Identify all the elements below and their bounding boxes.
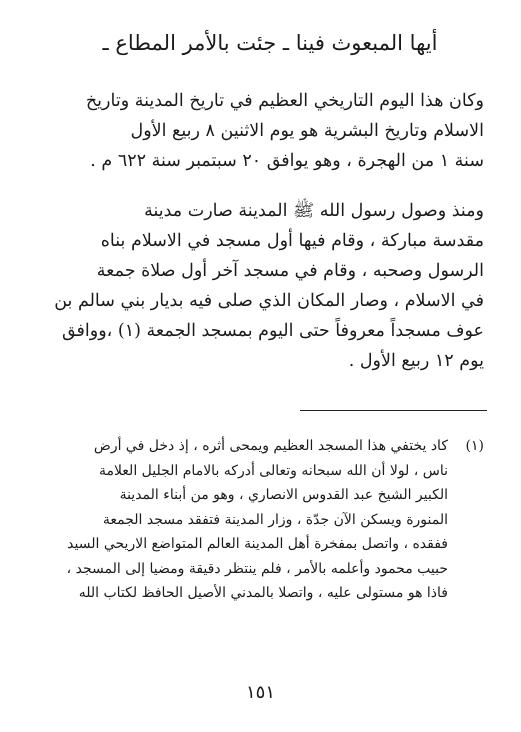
page-number: ١٥١	[245, 682, 275, 703]
paragraph-line: سنة ١ من الهجرة ، وهو يوافق ٢٠ سبتمبر سنة ٦٢٢ م .	[90, 151, 484, 171]
footnote-marker: (١)	[465, 438, 484, 454]
paragraph-line: وكان هذا اليوم التاريخي العظيم في تاريخ المدينة وتاريخ	[85, 91, 484, 111]
paragraph-line: مقدسة مباركة ، وقام فيها أول مسجد في الاسلام بناه	[100, 231, 484, 251]
footnote-line: ناس ، لولا أن الله سبحانه وتعالى أدركه بالامام الجليل العلامة	[98, 462, 448, 479]
paragraph-line: في الاسلام ، وصار المكان الذي صلى فيه بديار بني سالم بن	[54, 291, 484, 311]
footnote-body	[52, 434, 448, 606]
paragraph-line: يوم ١٢ ربيع الأول .	[348, 351, 484, 371]
paragraph-2	[52, 196, 484, 376]
footnote-line: حبيب محمود وأعلمه بالأمر ، فلم ينتظر دقيقة ومضيا إلى المسجد ،	[66, 560, 448, 577]
footnote-line: كاد يختفي هذا المسجد العظيم ويمحى أثره ، إذ دخل في أرض	[93, 438, 448, 454]
paragraph-1	[52, 86, 484, 176]
paragraph-line: عوف مسجداً معروفاً حتى اليوم بمسجد الجمعة (١) ،ووافق	[61, 321, 484, 341]
running-header: أيها المبعوث فينا ـ جئت بالأمر المطاع ـ	[102, 31, 438, 55]
footnote-divider	[300, 410, 487, 411]
footnote-line: فاذا هو مستولى عليه ، واتصلا بالمدني الأصيل الحافظ لكتاب الله	[78, 585, 448, 601]
footnote-line: ففقده ، واتصل بمفخرة أهل المدينة العالم المتواضع الاريحي السيد	[67, 536, 448, 552]
paragraph-line: الاسلام وتاريخ البشرية هو يوم الاثنين ٨ ربيع الأول	[130, 121, 484, 141]
paragraph-line: ومنذ وصول رسول الله ﷺ المدينة صارت مدينة	[144, 201, 484, 221]
footnote-line: المنورة ويسكن الآن جدّة ، وزار المدينة فتفقد مسجد الجمعة	[102, 511, 448, 528]
paragraph-line: الرسول وصحبه ، وقام في مسجد آخر أول صلاة جمعة	[96, 261, 484, 281]
footnote-line: الكبير الشيخ عبد القدوس الانصاري ، وهو من أبناء المدينة	[119, 487, 448, 503]
footnote	[52, 434, 484, 606]
